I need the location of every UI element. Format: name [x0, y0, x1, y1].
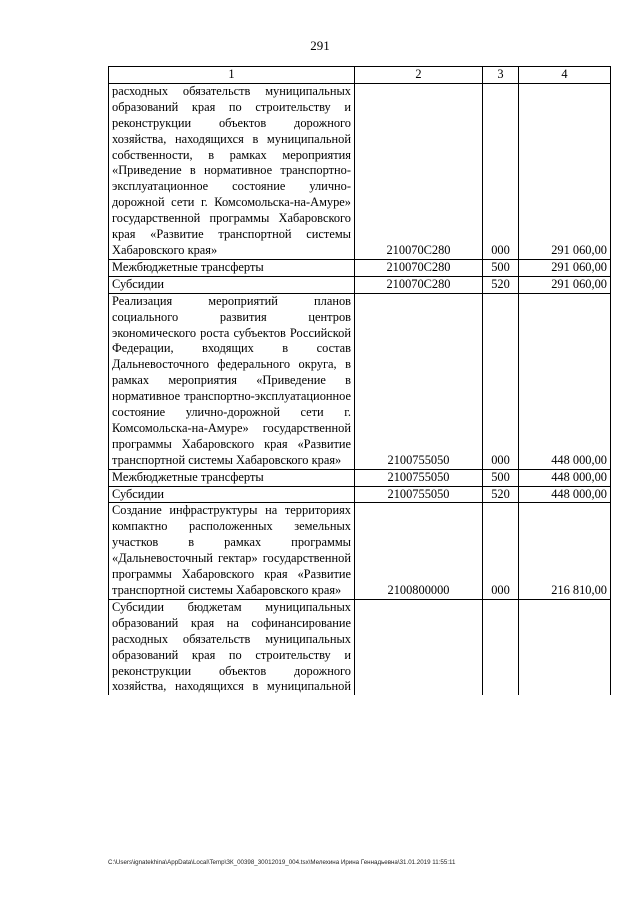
table-header-row — [109, 67, 611, 84]
row-target-code: 2100800000 — [355, 503, 483, 599]
row-expense-type: 000 — [483, 503, 519, 599]
row-amount: 448 000,00 — [519, 486, 611, 503]
row-amount: 448 000,00 — [519, 469, 611, 486]
row-expense-type: 500 — [483, 469, 519, 486]
row-description: Субсидии — [109, 276, 355, 293]
row-amount: 291 060,00 — [519, 259, 611, 276]
column-header-1: 1 — [109, 67, 355, 84]
row-target-code — [355, 599, 483, 695]
row-description: расходных обязательств муниципальных образований края по строительству и реконструкции объектов дорожного хозяйства, находящихся в муниципальной собственности, в рамках мероприятия «Приведение в нормативное транспортно-эксплуатационное состояние улично-дорожной сети г. Комсомольска-на-Амуре» государственной программы Хабаровского края «Развитие транспортной системы Хабаровского края» — [109, 83, 355, 259]
row-target-code: 210070С280 — [355, 276, 483, 293]
row-expense-type: 500 — [483, 259, 519, 276]
row-target-code: 2100755050 — [355, 469, 483, 486]
row-target-code: 210070С280 — [355, 259, 483, 276]
table-row — [109, 83, 611, 259]
budget-table — [108, 66, 611, 695]
column-header-3: 3 — [483, 67, 519, 84]
row-description: Субсидии — [109, 486, 355, 503]
row-description: Создание инфраструктуры на территориях компактно расположенных земельных участков в рамках программы «Дальневосточный гектар» государственной программы Хабаровского края «Развитие транспортной системы Хабаровского края» — [109, 503, 355, 599]
row-amount: 448 000,00 — [519, 293, 611, 469]
row-description: Субсидии бюджетам муниципальных образований края на софинансирование расходных обязательств муниципальных образований края по строительству и реконструкции объектов дорожного хозяйства, находящихся в муниципальной — [109, 599, 355, 695]
row-expense-type: 520 — [483, 486, 519, 503]
table-row — [109, 259, 611, 276]
table-row — [109, 276, 611, 293]
table-row — [109, 469, 611, 486]
row-description: Реализация мероприятий планов социального развития центров экономического роста субъектов Российской Федерации, входящих в состав Дальневосточного федерального округа, в рамках мероприятия «Приведение в нормативное транспортно-эксплуатационное состояние улично-дорожной сети г. Комсомольска-на-Амуре» государственной программы Хабаровского края «Развитие транспортной системы Хабаровского края» — [109, 293, 355, 469]
column-header-4: 4 — [519, 67, 611, 84]
row-amount — [519, 599, 611, 695]
table-row — [109, 293, 611, 469]
row-target-code: 210070С280 — [355, 83, 483, 259]
table-row — [109, 599, 611, 695]
table-row — [109, 503, 611, 599]
row-description: Межбюджетные трансферты — [109, 259, 355, 276]
row-expense-type: 520 — [483, 276, 519, 293]
row-target-code: 2100755050 — [355, 486, 483, 503]
row-expense-type: 000 — [483, 83, 519, 259]
table-row — [109, 486, 611, 503]
row-amount: 291 060,00 — [519, 83, 611, 259]
row-expense-type: 000 — [483, 293, 519, 469]
column-header-2: 2 — [355, 67, 483, 84]
row-expense-type — [483, 599, 519, 695]
row-target-code: 2100755050 — [355, 293, 483, 469]
row-description: Межбюджетные трансферты — [109, 469, 355, 486]
row-amount: 216 810,00 — [519, 503, 611, 599]
page-number: 291 — [310, 38, 330, 53]
file-path-footer: C:\Users\ignatekhina\AppData\Local\Temp\ЗК_00398_30012019_004.tsx\Мелехина Ирина Геннадьевна\31.01.2019 11:55:11 — [108, 859, 456, 866]
row-amount: 291 060,00 — [519, 276, 611, 293]
